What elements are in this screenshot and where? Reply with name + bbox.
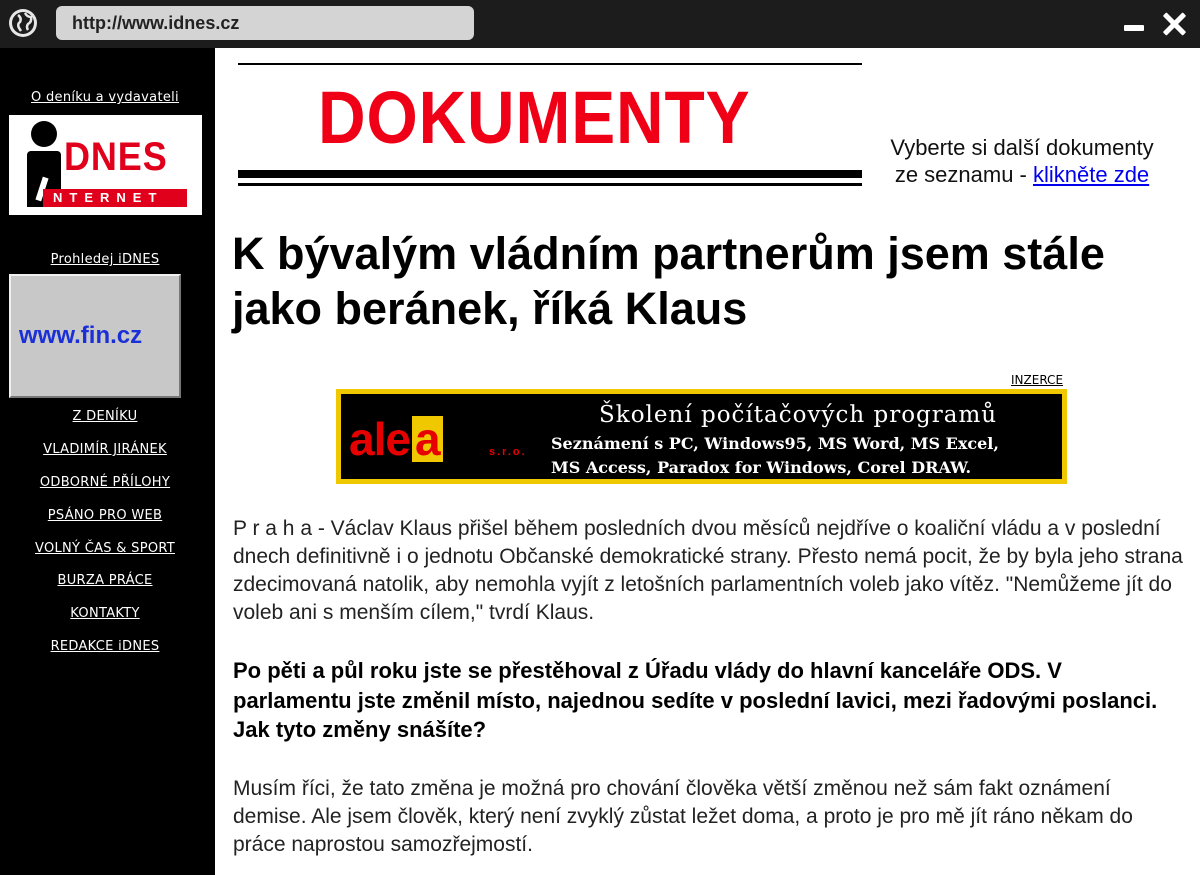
documents-note (862, 134, 1182, 188)
sidebar-item-odborne-prilohy[interactable]: ODBORNÉ PŘÍLOHY (39, 475, 171, 490)
article-answer: Musím říci, že tato změna je možná pro chování člověka větší změnou než sám fakt oznámení demise. Ale jsem člověk, který není zvyklý zůstat ležet doma, a proto je pro mě jít ráno někam do práce naprostou samozřejmostí. (233, 777, 1133, 856)
documents-note-line1: Vyberte si další dokumenty (890, 135, 1154, 160)
banner-bottom-rule (238, 170, 862, 178)
ad-heading: Školení počítačových programů (599, 402, 998, 428)
alea-logo (349, 413, 443, 465)
logo-dot (31, 121, 57, 147)
globe-icon (9, 9, 37, 37)
documents-list-link[interactable]: klikněte zde (1032, 162, 1150, 187)
browser-toolbar (0, 0, 1200, 48)
article-headline: K bývalým vládním partnerům jsem stále jako beránek, říká Klaus (232, 228, 1105, 334)
address-bar[interactable]: http://www.idnes.cz (56, 6, 474, 40)
ad-line-1: Seznámení s PC, Windows95, MS Word, MS Excel, (551, 434, 999, 453)
ad-line-2: MS Access, Paradox for Windows, Corel DRAW. (551, 458, 972, 477)
article-question: Po pěti a půl roku jste se přestěhoval z Úřadu vlády do hlavní kanceláře ODS. V parlamentu jste změnil místo, najednou sedíte v poslední lavici, mezi řadovými poslanci. Jak tyto změny snášíte? (233, 658, 1158, 742)
fin-ad-text: www.fin.cz (19, 322, 143, 349)
sidebar-item-kontakty[interactable]: KONTAKTY (70, 606, 140, 621)
logo-word: DNES (64, 135, 168, 179)
sidebar-item-redakce-idnes[interactable]: REDAKCE iDNES (50, 639, 160, 654)
logo-subtitle: NTERNET (43, 189, 187, 207)
browse-idnes-link[interactable]: Prohledej iDNES (50, 252, 160, 267)
idnes-logo[interactable] (9, 115, 202, 215)
alea-logo-text: ale (349, 413, 410, 465)
alea-logo-box: a (412, 416, 443, 462)
banner-bottom-rule-2 (238, 183, 862, 186)
sidebar-item-burza-prace[interactable]: BURZA PRÁCE (57, 573, 153, 588)
documents-note-line2: ze seznamu - (894, 162, 1033, 187)
alea-sro: s.r.o. (489, 446, 527, 458)
close-icon[interactable] (1162, 12, 1186, 36)
about-link[interactable]: O deníku a vydavateli (31, 90, 179, 105)
sidebar-item-z-deniku[interactable]: Z DENÍKU (72, 409, 138, 424)
banner-top-rule (238, 63, 862, 65)
sidebar-item-volny-cas-sport[interactable]: VOLNÝ ČAS & SPORT (34, 541, 175, 556)
ad-label[interactable]: INZERCE (1011, 373, 1064, 387)
sidebar-item-vladimir-jiranek[interactable]: VLADIMÍR JIRÁNEK (43, 442, 167, 457)
article-paragraph-intro: P r a h a - Václav Klaus přišel během posledních dvou měsíců nejdříve o koaliční vládu a v poslední dnech definitivně i o jednotu Občanské demokratické strany. Přesto nemá pocit, že by byla jeho strana zdecimovaná natolik, aby nemohla vyjít z letošních parlamentních voleb jako vítěz. "Nemůžeme jít do voleb ani s menším cílem," tvrdí Klaus. (233, 517, 1183, 624)
sidebar-item-psano-pro-web[interactable]: PSÁNO PRO WEB (47, 508, 163, 523)
fin-ad-button[interactable] (9, 274, 181, 398)
sidebar (0, 48, 215, 875)
banner-title: DOKUMENTY (318, 76, 751, 159)
minimize-icon[interactable] (1124, 25, 1144, 31)
alea-ad-banner[interactable] (336, 389, 1067, 484)
